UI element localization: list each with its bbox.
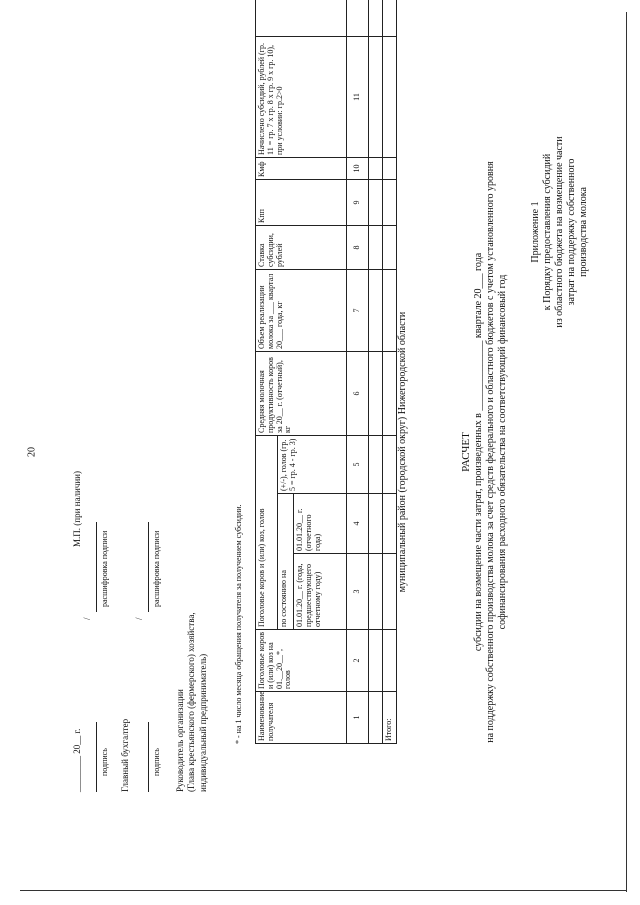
- table-cell: [368, 630, 382, 692]
- appendix-header: [530, 82, 590, 382]
- table-cell: [368, 225, 382, 269]
- head-signature-line: [148, 722, 149, 792]
- appendix-line: из областного бюджета на возмещение части: [554, 136, 565, 328]
- table-cell: [368, 179, 382, 225]
- header-difference: (+/-), голов (гр. 5 = гр. 4 - гр. 3): [278, 435, 346, 493]
- title-heading: РАСЧЕТ: [460, 432, 472, 472]
- table-cell: [382, 179, 396, 225]
- table-cell: [382, 269, 396, 351]
- column-number: 1: [346, 692, 368, 744]
- header-herd-group: Поголовье коров и (или) коз, голов: [256, 435, 278, 629]
- appendix-line: Приложение 1: [530, 201, 541, 263]
- column-number: 3: [346, 554, 368, 630]
- head-signature-slash: /: [134, 617, 144, 620]
- head-label-line: Руководитель организации: [175, 689, 185, 792]
- column-number: 11: [346, 36, 368, 157]
- header-blank: [256, 0, 347, 36]
- appendix-line: затрат на поддержку собственного: [566, 158, 577, 306]
- table-cell: [368, 435, 382, 493]
- footnote: * - на 1 число месяца обращения получателя за получением субсидии.: [234, 504, 243, 744]
- header-sales-volume: Объем реализации молока за ___ квартал 20___ года, кг: [256, 269, 347, 351]
- table-cell: [382, 157, 396, 179]
- region-label: муниципальный район (городской округ) Нижегородской области: [397, 311, 408, 593]
- table-cell: [368, 692, 382, 744]
- table-cell: [382, 494, 396, 554]
- header-herd-report-year: 01.01.20__ г. (отчетного года): [294, 494, 346, 554]
- header-kmf: Кмф: [256, 157, 347, 179]
- document-title: [460, 12, 509, 892]
- accountant-decoding-caption: расшифровка подписи: [100, 530, 109, 607]
- head-label-line: (Глава крестьянского (фермерского) хозяйства,: [186, 612, 197, 792]
- table-cell: [368, 269, 382, 351]
- total-row-label: Итого:: [382, 692, 396, 744]
- table-cell: [368, 554, 382, 630]
- column-number: 4: [346, 494, 368, 554]
- table-cell: [368, 494, 382, 554]
- accountant-signature-slash: /: [82, 617, 92, 620]
- table-cell: [368, 36, 382, 157]
- stamp-place: М.П. (при наличии): [72, 471, 82, 547]
- table-cell: [368, 351, 382, 435]
- table-cell: [382, 435, 396, 493]
- calculation-table: [255, 37, 397, 744]
- table-cell: [382, 36, 396, 157]
- page-border-right: [626, 12, 627, 892]
- title-line: субсидии на возмещение части затрат, произведенных в ______________ квартале 20___ года: [473, 252, 485, 652]
- appendix-line: производства молока: [578, 187, 589, 277]
- column-number: 9: [346, 179, 368, 225]
- head-decoding-line: [148, 522, 149, 612]
- header-herd-current: Поголовье коров и (или) коз на 01.__20__*, голов: [256, 630, 347, 692]
- header-subsidy-rate: Ставка субсидии, рублей: [256, 225, 347, 269]
- column-number: 6: [346, 351, 368, 435]
- table-cell: [382, 351, 396, 435]
- column-number: 10: [346, 157, 368, 179]
- table-cell: [368, 157, 382, 179]
- head-decoding-caption: расшифровка подписи: [152, 530, 161, 607]
- header-herd-prev-year: 01.01.20__ г. (года, предшествующего отчетному году): [294, 554, 346, 630]
- column-number: 5: [346, 435, 368, 493]
- head-signature-caption: подпись: [152, 748, 161, 776]
- table-cell: [368, 0, 382, 36]
- column-number: 2: [346, 630, 368, 692]
- table-cell: [382, 0, 396, 36]
- table-cell: [382, 225, 396, 269]
- head-signature-label: [175, 612, 209, 792]
- page-number: 20: [26, 447, 38, 457]
- accountant-signature-caption: подпись: [100, 748, 109, 776]
- header-as-of: по состоянию на: [278, 494, 294, 630]
- header-recipient: Наименование получателя: [256, 692, 347, 744]
- table-cell: [382, 630, 396, 692]
- title-line: на поддержку собственного производства молока за счет средств федерального и областного бюджетов с учетом установленного уровня: [485, 161, 497, 743]
- header-kpp: Кпп: [256, 179, 347, 225]
- head-label-line: индивидуальный предприниматель): [197, 653, 208, 792]
- table-cell: [382, 554, 396, 630]
- accountant-label: Главный бухгалтер: [120, 718, 130, 792]
- column-number: 8: [346, 225, 368, 269]
- column-number: 7: [346, 269, 368, 351]
- signature-date: ________ 20__ г.: [72, 728, 82, 792]
- accountant-signature-line: [96, 722, 97, 792]
- title-line: софинансирования расходного обязательства на соответствующий финансовый год: [497, 274, 509, 630]
- appendix-line: к Порядку предоставления субсидий: [542, 153, 553, 311]
- header-accrued: Начислено субсидий, рублей (гр. 11 = гр. 7 x гр. 8 x гр. 9 x гр. 10), при условии: гр.2>0: [256, 36, 347, 157]
- rotated-page-content: [20, 12, 626, 892]
- header-productivity: Средняя молочная продуктивность коров за 20__ г. (отчетный), кг: [256, 351, 347, 435]
- accountant-decoding-line: [96, 522, 97, 612]
- column-number-blank: [346, 0, 368, 36]
